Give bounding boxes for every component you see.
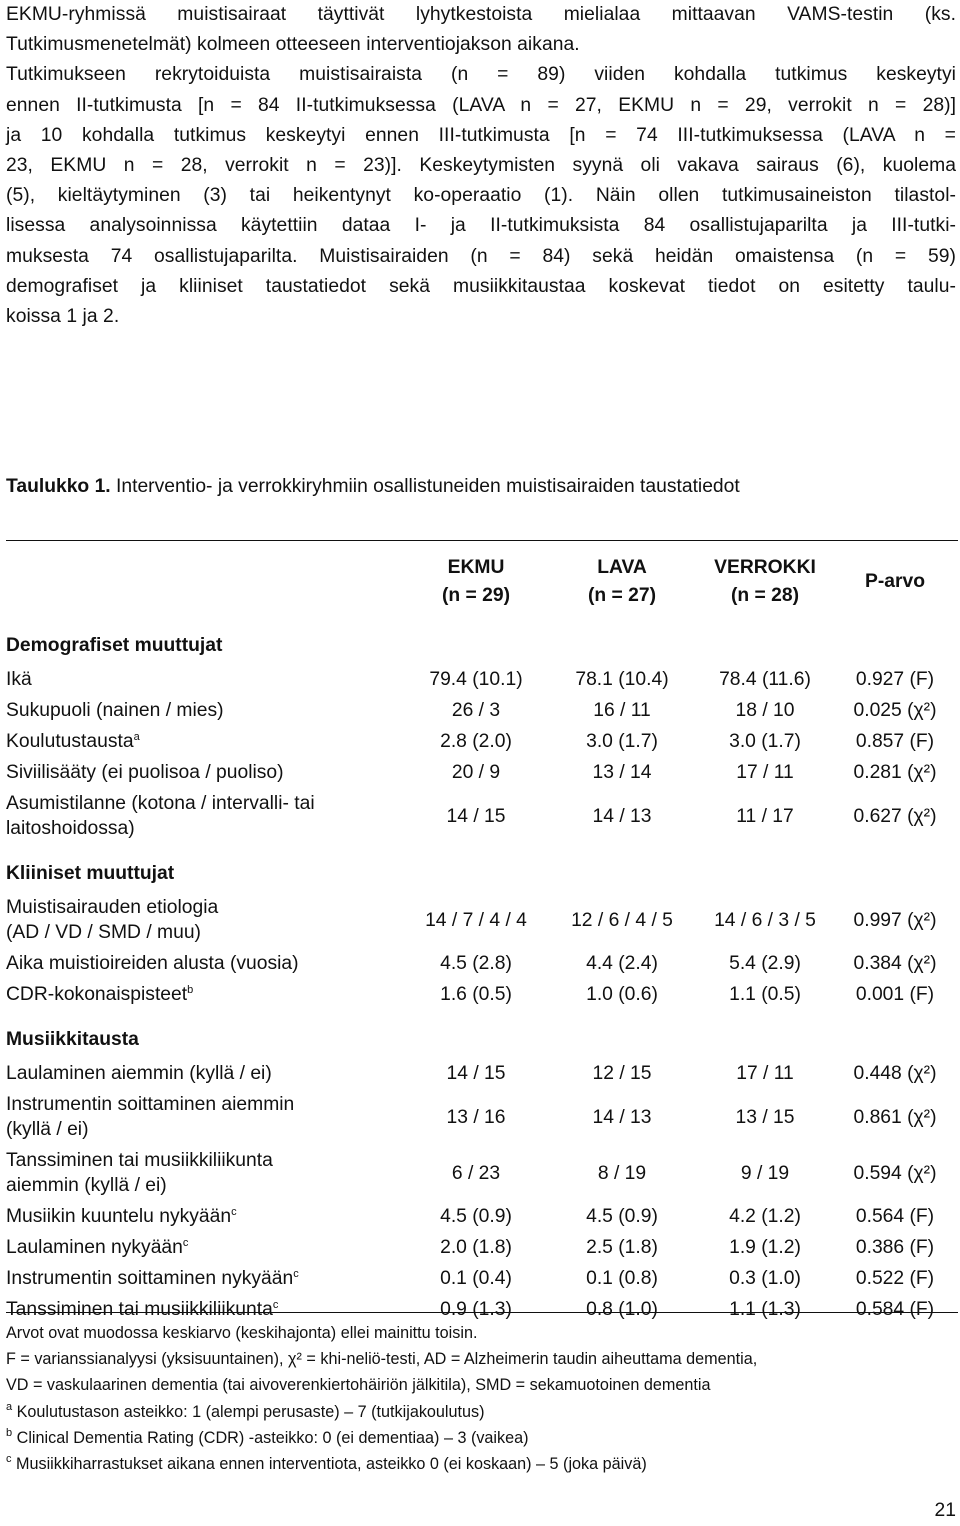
table-top-rule: [6, 540, 958, 541]
cell-lava: 78.1 (10.4): [575, 668, 669, 690]
paragraph-line: koissa 1 ja 2.: [6, 306, 120, 328]
section-row: [6, 616, 958, 664]
row-label: Koulutustausta$^a$: [6, 730, 140, 752]
section-row: [6, 844, 958, 892]
page-number: 21: [934, 1500, 956, 1521]
table-row: [6, 1263, 958, 1294]
table-header-row: [6, 548, 958, 616]
row-label: Laulaminen aiemmin (kyllä / ei): [6, 1062, 272, 1084]
footnote-mark: c: [231, 1205, 237, 1218]
row-label: Laulaminen nykyään$^c$: [6, 1236, 189, 1258]
table-caption-label: Taulukko 1.: [6, 476, 111, 497]
header-variable: [6, 548, 406, 616]
cell-verrokki: 1.1 (0.5): [729, 983, 801, 1005]
cell-verrokki: 14 / 6 / 3 / 5: [714, 909, 816, 931]
cell-lava: 16 / 11: [593, 699, 651, 721]
footnote-mark: c: [293, 1267, 299, 1280]
cell-verrokki: 5.4 (2.9): [729, 952, 801, 974]
paragraph-line: EKMU-ryhmissä muistisairaat täyttivät lyhytkestoista mielialaa mittaavan VAMS-testin (ks.: [6, 4, 956, 25]
table-caption: [6, 476, 740, 498]
row-label: CDR-kokonaispisteet$^b$: [6, 983, 194, 1005]
cell-ekmu: 6 / 23: [451, 1162, 501, 1184]
row-label: Instrumentin soittaminen aiemmin (kyllä / ei): [6, 1094, 295, 1140]
cell-verrokki: 4.2 (1.2): [729, 1205, 801, 1227]
cell-p: 0.281 (χ²): [853, 761, 937, 783]
table-row: [6, 1089, 958, 1145]
cell-lava: 4.4 (2.4): [586, 952, 658, 974]
cell-verrokki: 9 / 19: [740, 1162, 790, 1184]
cell-verrokki: 11 / 17: [736, 805, 794, 827]
cell-lava: 12 / 15: [592, 1062, 652, 1084]
cell-ekmu: 26 / 3: [451, 699, 501, 721]
footnote-mark: b: [187, 983, 194, 996]
footnote-mark: c: [182, 1236, 189, 1249]
header-p-value: P-arvo: [864, 571, 925, 592]
cell-p: 0.584 (F): [855, 1298, 935, 1320]
row-label: Siviilisääty (ei puolisoa / puoliso): [6, 761, 284, 783]
cell-p: 0.448 (χ²): [853, 1062, 937, 1084]
table-row: [6, 1201, 958, 1232]
cell-lava: 1.0 (0.6): [586, 983, 658, 1005]
cell-verrokki: 1.1 (1.3): [729, 1298, 801, 1320]
cell-ekmu: 13 / 16: [446, 1106, 506, 1128]
table-row: [6, 664, 958, 695]
cell-verrokki: 13 / 15: [735, 1106, 795, 1128]
cell-p: 0.861 (χ²): [853, 1106, 937, 1128]
row-label: Instrumentin soittaminen nykyään$^c$: [6, 1267, 299, 1289]
cell-ekmu: 1.6 (0.5): [440, 983, 512, 1005]
cell-ekmu: 14 / 7 / 4 / 4: [425, 909, 527, 931]
cell-p: 0.564 (F): [855, 1205, 935, 1227]
row-label: Sukupuoli (nainen / mies): [6, 699, 224, 721]
row-label: Tanssiminen tai musiikkiliikunta$^c$: [6, 1298, 279, 1320]
cell-p: 0.001 (F): [855, 983, 935, 1005]
cell-p: 0.025 (χ²): [853, 699, 937, 721]
cell-lava: 14 / 13: [592, 1106, 652, 1128]
table-row: [6, 1058, 958, 1089]
note-c: $^c$ Musiikkiharrastukset aikana ennen interventiota, asteikko 0 (ei koskaan) – 5 (joka päivä): [6, 1453, 647, 1474]
cell-ekmu: 4.5 (0.9): [440, 1205, 512, 1227]
row-label: Ikä: [6, 668, 32, 690]
header-lava: LAVA (n = 27): [587, 557, 657, 606]
section-title: Demografiset muuttujat: [6, 635, 223, 656]
cell-verrokki: 0.3 (1.0): [729, 1267, 801, 1289]
section-title: Musiikkitausta: [6, 1029, 139, 1050]
cell-lava: 0.8 (1.0): [586, 1298, 658, 1320]
paragraph-line: demografiset ja kliiniset taustatiedot sekä musiikkitaustaa koskevat tiedot on esitetty taulu-: [6, 275, 956, 297]
cell-p: 0.594 (χ²): [853, 1162, 937, 1184]
cell-p: 0.386 (F): [855, 1236, 935, 1258]
row-label: Muistisairauden etiologia (AD / VD / SMD / muu): [6, 897, 219, 943]
cell-p: 0.522 (F): [855, 1267, 935, 1289]
note-abbrev-2: VD = vaskulaarinen dementia (tai aivoverenkiertohäiriön jälkitila), SMD = sekamuotoinen dementia: [6, 1376, 711, 1395]
row-label: Asumistilanne (kotona / intervalli- tai laitoshoidossa): [6, 793, 315, 839]
cell-lava: 12 / 6 / 4 / 5: [571, 909, 673, 931]
cell-p: 0.857 (F): [855, 730, 935, 752]
table-bottom-rule: [6, 1312, 958, 1313]
row-label: Tanssiminen tai musiikkiliikunta aiemmin (kyllä / ei): [6, 1150, 273, 1196]
paragraph-line: Tutkimusmenetelmät) kolmeen otteeseen interventiojakson aikana.: [6, 34, 580, 56]
table-row: [6, 757, 958, 788]
table-caption-text: Interventio- ja verrokkiryhmiin osallistuneiden muistisairaiden taustatiedot: [110, 476, 740, 497]
paragraph-line: Tutkimukseen rekrytoiduista muistisairaista (n = 89) viiden kohdalla tutkimus keskeytyi: [6, 64, 956, 86]
table-row: [6, 726, 958, 757]
table-row: [6, 1145, 958, 1201]
cell-lava: 2.5 (1.8): [586, 1236, 658, 1258]
cell-ekmu: 4.5 (2.8): [440, 952, 512, 974]
cell-p: 0.384 (χ²): [853, 952, 937, 974]
note-a: $^a$ Koulutustason asteikko: 1 (alempi perusaste) – 7 (tutkijakoulutus): [6, 1400, 485, 1421]
cell-ekmu: 14 / 15: [446, 805, 506, 827]
cell-lava: 3.0 (1.7): [586, 730, 658, 752]
paragraph-line: lisessa analysoinnissa käytettiin dataa I- ja II-tutkimuksista 84 osallistujaparilta ja III-tutki-: [6, 215, 956, 237]
cell-verrokki: 78.4 (11.6): [719, 668, 811, 690]
table-row: [6, 695, 958, 726]
paragraph-line: 23, EKMU n = 28, verrokit n = 23)]. Keskeytymisten syynä oli vakava sairaus (6), kuolema: [6, 155, 956, 177]
cell-ekmu: 79.4 (10.1): [429, 668, 523, 690]
header-verrokki: VERROKKI (n = 28): [714, 557, 816, 606]
cell-ekmu: 14 / 15: [446, 1062, 506, 1084]
table-row: [6, 979, 958, 1010]
cell-p: 0.997 (χ²): [853, 909, 937, 931]
paragraph-line: ennen II-tutkimusta [n = 84 II-tutkimuksessa (LAVA n = 27, EKMU n = 29, verrokit n = 28)]: [6, 94, 956, 116]
cell-lava: 8 / 19: [597, 1162, 647, 1184]
row-label: Aika muistioireiden alusta (vuosia): [6, 952, 299, 974]
body-paragraph: [6, 0, 956, 332]
background-table: [6, 548, 958, 1325]
cell-ekmu: 0.1 (0.4): [440, 1267, 512, 1289]
cell-verrokki: 3.0 (1.7): [729, 730, 801, 752]
note-abbrev-1: F = varianssianalyysi (yksisuuntainen), χ² = khi-neliö-testi, AD = Alzheimerin taudin aiheuttama dementia,: [6, 1350, 758, 1369]
table-row: [6, 788, 958, 844]
section-title: Kliiniset muuttujat: [6, 863, 175, 884]
cell-verrokki: 17 / 11: [736, 761, 794, 783]
header-ekmu: EKMU (n = 29): [441, 557, 511, 606]
row-label: Musiikin kuuntelu nykyään$^c$: [6, 1205, 237, 1227]
footnote-mark: a: [133, 730, 140, 743]
cell-lava: 13 / 14: [592, 761, 652, 783]
cell-lava: 0.1 (0.8): [586, 1267, 658, 1289]
cell-p: 0.927 (F): [855, 668, 935, 690]
cell-verrokki: 1.9 (1.2): [729, 1236, 801, 1258]
note-b: $^b$ Clinical Dementia Rating (CDR) -asteikko: 0 (ei dementiaa) – 3 (vaikea): [6, 1426, 529, 1447]
paragraph-line: (5), kieltäytyminen (3) tai heikentynyt ko-operaatio (1). Näin ollen tutkimusaineiston tilastol-: [6, 185, 956, 207]
section-row: [6, 1010, 958, 1058]
table-row: [6, 892, 958, 948]
cell-ekmu: 2.0 (1.8): [440, 1236, 512, 1258]
cell-ekmu: 2.8 (2.0): [440, 730, 512, 752]
cell-lava: 4.5 (0.9): [586, 1205, 658, 1227]
note-values: Arvot ovat muodossa keskiarvo (keskihajonta) ellei mainittu toisin.: [6, 1324, 478, 1342]
table-row: [6, 948, 958, 979]
paragraph-line: ja 10 kohdalla tutkimus keskeytyi ennen III-tutkimusta [n = 74 III-tutkimuksessa (LAVA n =: [6, 124, 956, 146]
footnote-mark: c: [272, 1298, 279, 1311]
cell-verrokki: 17 / 11: [736, 1062, 794, 1084]
cell-verrokki: 18 / 10: [735, 699, 795, 721]
cell-p: 0.627 (χ²): [853, 805, 937, 827]
table-row: [6, 1232, 958, 1263]
cell-lava: 14 / 13: [592, 805, 652, 827]
table-notes: [6, 1320, 958, 1477]
cell-ekmu: 20 / 9: [451, 761, 501, 783]
paragraph-line: muksesta 74 osallistujaparilta. Muistisairaiden (n = 84) sekä heidän omaistensa (n = 59): [6, 245, 956, 267]
cell-ekmu: 0.9 (1.3): [440, 1298, 512, 1320]
